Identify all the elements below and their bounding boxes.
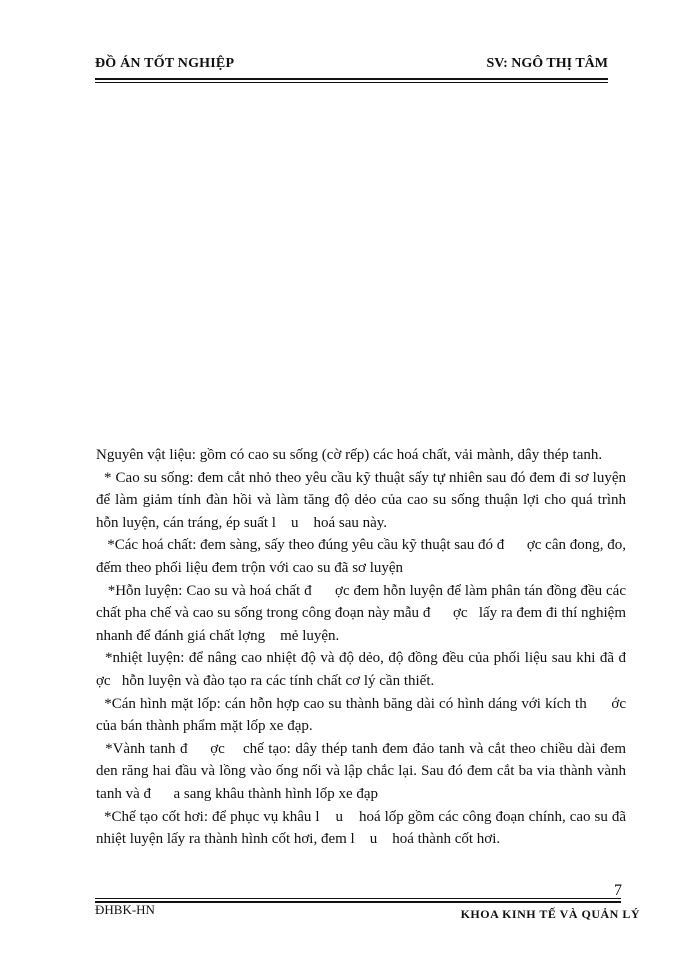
paragraph-heat-treatment: *nhiệt luyện: để nâng cao nhiệt độ và độ dẻo, độ đồng đều của phối liệu sau khi đã đ ợc hỗn luyện và đào tạo ra các tính chất cơ lý cần thiết. [96,650,649,689]
paragraph-bead-wire: *Vành tanh đ ợc chế tạo: dây thép tanh đem đảo tanh và cắt theo chiều dài đem den răng hai đầu và lồng vào ống nối và lập chắc lại. Sau đó đem cắt ba via thành vành tanh và đ a sang khâu thành hình lốp xe đạp [96,740,630,802]
paragraph-air-core: *Chế tạo cốt hơi: để phục vụ khâu l u hoá lốp gồm các công đoạn chính, cao su đã nhiệt luyện lấy ra thành hình cốt hơi, đem l u hoá thành cốt hơi. [96,808,630,848]
body-text [96,444,649,851]
paragraph-tread-calendering: *Cán hình mặt lốp: cán hỗn hợp cao su thành băng dài có hình dáng với kích th ớc của bán thành phẩm mặt lốp xe đạp. [96,695,630,735]
footer-university: ĐHBK-HN [95,902,155,917]
page-header [95,56,608,78]
footer-department: KHOA KINH TẾ VÀ QUẢN LÝ [460,907,640,921]
paragraph-chemicals: *Các hoá chất: đem sàng, sấy theo đúng yêu cầu kỹ thuật sau đó đ ợc cân đong, đo, đếm theo phối liệu đem trộn với cao su đã sơ luyện [96,537,630,576]
header-rule-thin [95,82,608,83]
header-rule [95,78,608,80]
header-author: SV: NGÔ THỊ TÂM [486,56,608,71]
header-title: ĐỒ ÁN TỐT NGHIỆP [95,56,235,71]
paragraph-raw-rubber: * Cao su sống: đem cắt nhỏ theo yêu cầu kỹ thuật sấy tự nhiên sau đó đem đi sơ luyện để làm giảm tính đàn hồi và làm tăng độ dẻo của cao su sống thuận lợi cho quá trình hỗn luyện, cán tráng, ép suất l u hoá sau này. [96,469,630,531]
footer-rule-thin [95,898,621,899]
paragraph-materials: Nguyên vật liệu: gồm có cao su sống (cờ rếp) các hoá chất, vải mành, dây thép tanh. [96,447,603,463]
page-number: 7 [614,882,622,899]
footer-rule [95,901,621,903]
paragraph-mixing: *Hỗn luyện: Cao su và hoá chất đ ợc đem hỗn luyện để làm phân tán đồng đều các chất pha chế và cao su sống trong công đoạn này mẫu đ ợc lấy ra đem đi thí nghiệm nhanh để đánh giá chất lợng mẻ luyện. [96,582,630,644]
